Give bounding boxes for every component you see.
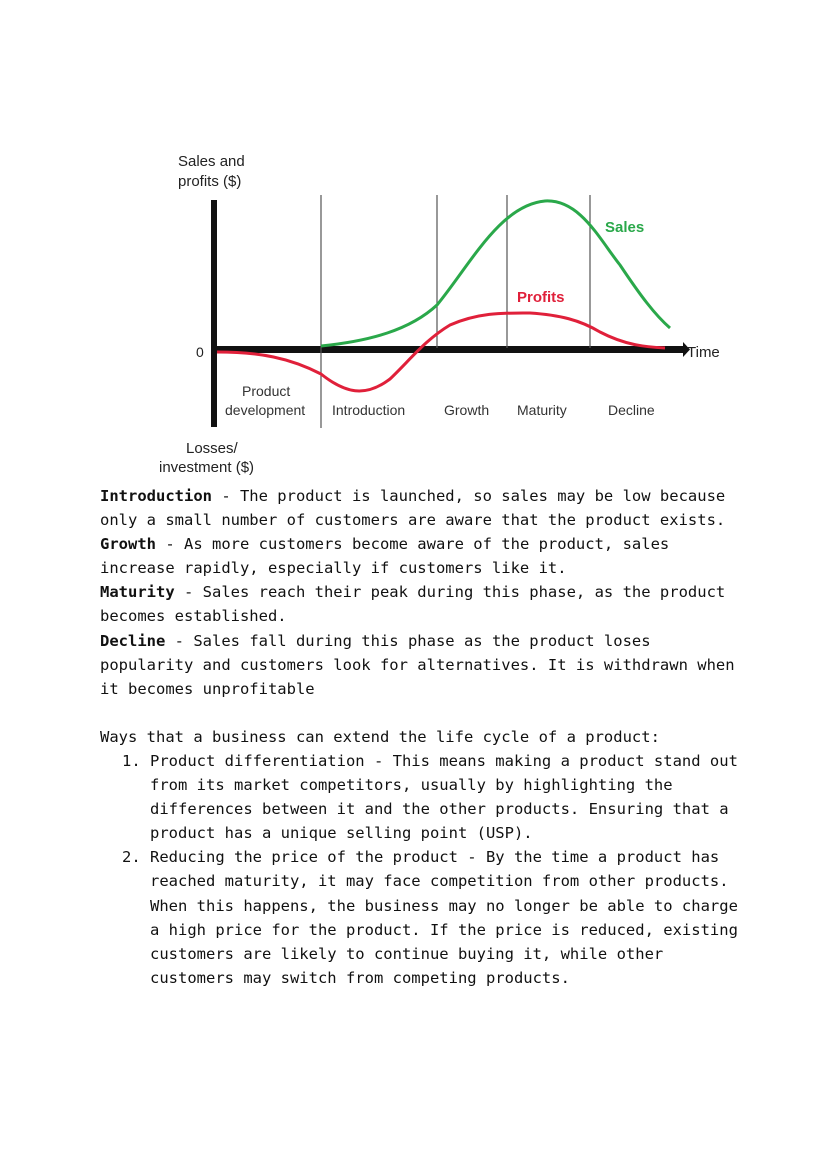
stage-label-growth: Growth — [444, 402, 490, 418]
stage-label-maturity: Maturity — [517, 402, 567, 418]
y-axis — [211, 200, 217, 427]
list-item: 2. Reducing the price of the product - By the time a product has reached maturity, it may face competition from other products. When this happens, the business may no longer be able to charge a high price for the product. If the price is reduced, existing customers are likely to continue buying it, while other customers may switch from competing products. — [150, 845, 740, 990]
zero-label: 0 — [196, 344, 204, 360]
stage-label-development: development — [225, 402, 306, 418]
term-introduction: Introduction — [100, 487, 212, 505]
product-life-cycle-chart — [150, 145, 750, 480]
spacer — [100, 701, 740, 725]
ylabel-top-line1: Sales and — [178, 153, 245, 170]
stage-paragraph-introduction — [100, 484, 740, 532]
stage-paragraph-decline — [100, 629, 740, 701]
ylabel-bottom-line1: Losses/ — [186, 440, 238, 457]
stage-paragraph-maturity — [100, 580, 740, 628]
sales-label: Sales — [605, 219, 645, 236]
ways-list — [100, 749, 740, 990]
desc-maturity: - Sales reach their peak during this phase, as the product becomes established. — [100, 583, 726, 626]
desc-introduction: - The product is launched, so sales may be low because only a small number of customers are aware that the product exists. — [100, 487, 726, 530]
term-decline: Decline — [100, 631, 166, 650]
time-label: Time — [687, 344, 720, 361]
ylabel-bottom-line2: investment ($) — [159, 459, 255, 476]
ylabel-top-line2: profits ($) — [178, 173, 242, 190]
stage-label-introduction: Introduction — [332, 402, 406, 418]
desc-growth: - As more customers become aware of the product, sales increase rapidly, especially if customers like it. — [100, 535, 670, 578]
profits-label: Profits — [517, 289, 565, 306]
list-item: 1. Product differentiation - This means making a product stand out from its market competitors, usually by highlighting the differences between it and the other products. Ensuring that a product has a unique selling point (USP). — [150, 749, 740, 845]
term-maturity: Maturity — [100, 583, 175, 602]
desc-decline: - Sales fall during this phase as the product loses popularity and customers look for alternatives. It is withdrawn when it becomes unprofitable — [100, 631, 735, 698]
stage-label-product: Product — [242, 383, 291, 399]
ways-intro: Ways that a business can extend the life cycle of a product: — [100, 727, 660, 746]
x-axis — [211, 346, 683, 353]
term-growth: Growth — [100, 535, 156, 554]
stage-paragraph-growth — [100, 532, 740, 580]
stage-label-decline: Decline — [608, 402, 655, 418]
chart-svg — [150, 145, 750, 480]
document-body — [100, 484, 740, 990]
